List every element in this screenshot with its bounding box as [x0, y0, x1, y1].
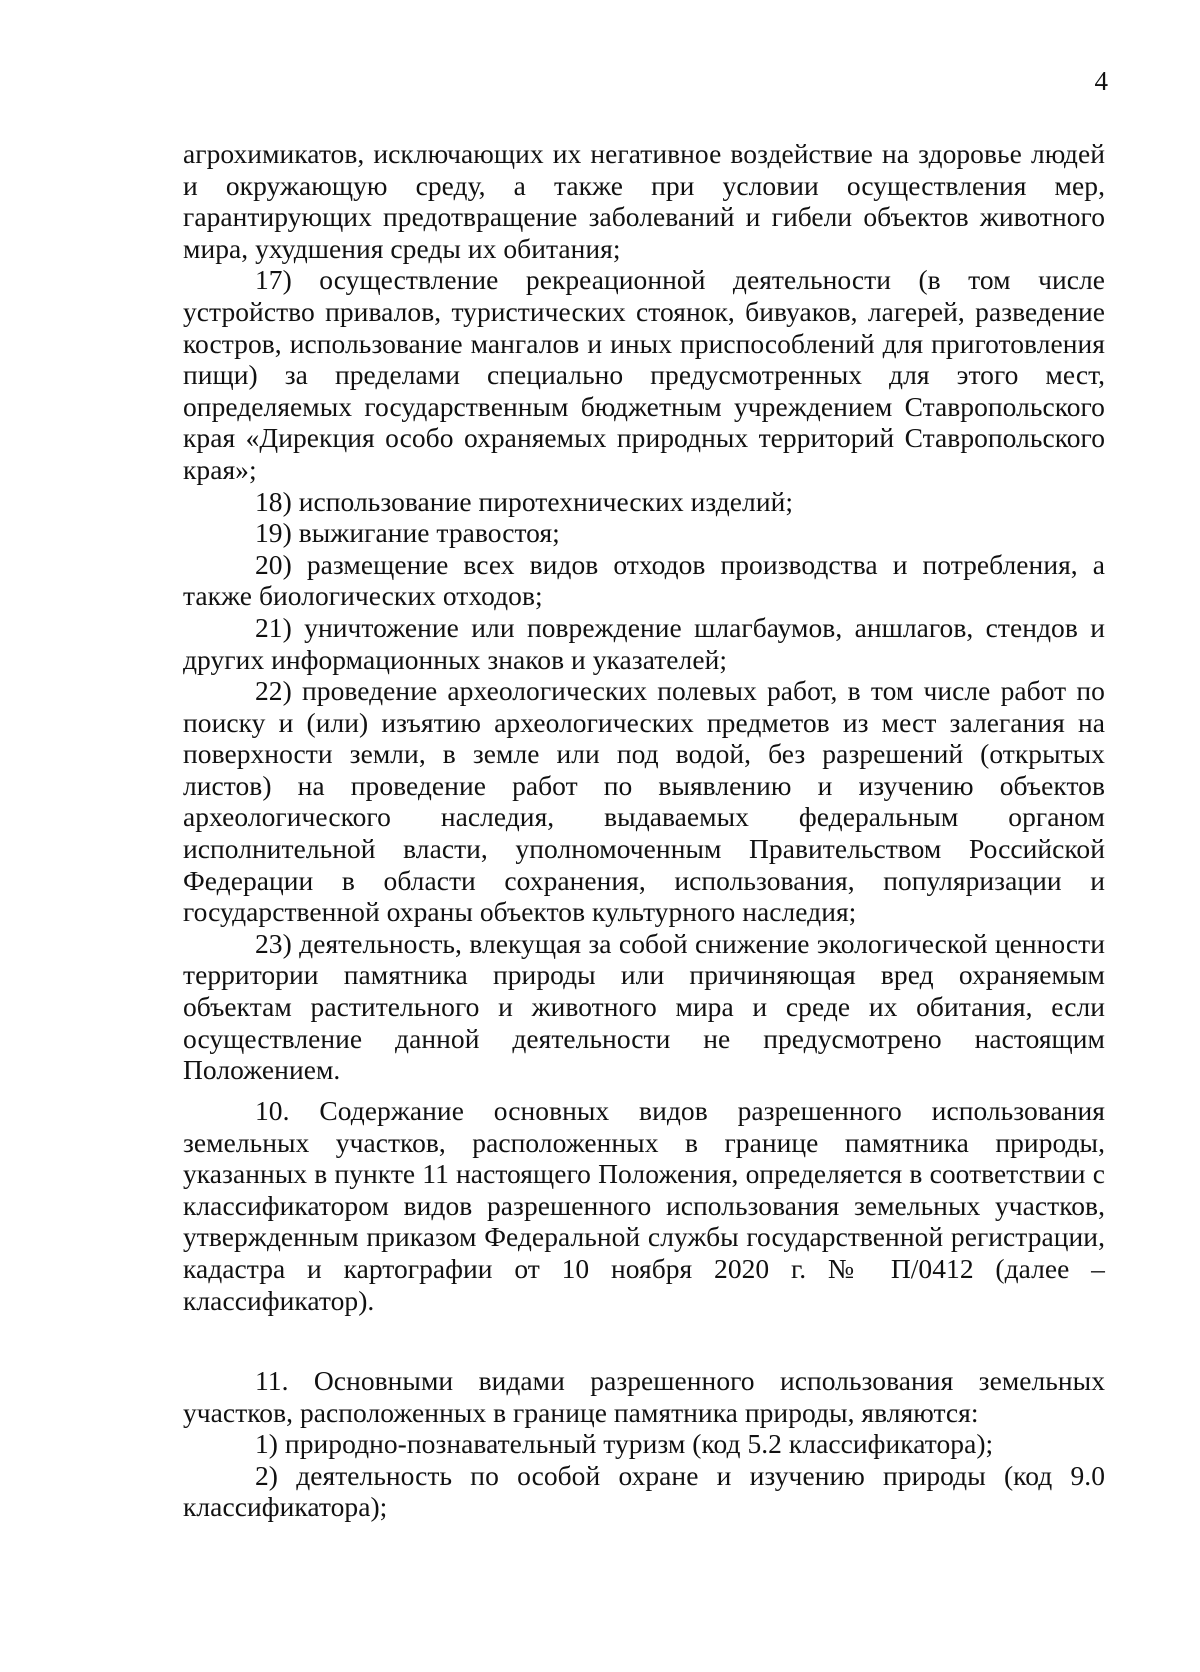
- section-11-intro: 11. Основными видами разрешенного использования земельных участков, расположенных в границе памятника природы, являются:: [183, 1365, 1105, 1428]
- list-item-18: 18) использование пиротехнических изделий;: [255, 485, 794, 517]
- prohibited-activities-list: [183, 138, 1105, 1086]
- paragraph-continuation: агрохимикатов, исключающих их негативное воздействие на здоровье людей и окружающую среду, а также при условии осуществления мер, гарантирующих предотвращение заболеваний и гибели объектов животного мира, ухудшения среды их обитания;: [183, 138, 1105, 264]
- section-11-item-1: 1) природно-познавательный туризм (код 5.2 классификатора);: [255, 1428, 994, 1460]
- section-10-paragraph: 10. Содержание основных видов разрешенного использования земельных участков, расположенных в границе памятника природы, указанных в пункте 11 настоящего Положения, определяется в соответствии с классификатором видов разрешенного использования земельных участков, утвержденным приказом Федеральной службы государственной регистрации, кадастра и картографии от 10 ноября 2020 г. № П/0412 (далее – классификатор).: [183, 1095, 1105, 1316]
- list-item-19: 19) выжигание травостоя;: [255, 517, 560, 549]
- list-item-20: 20) размещение всех видов отходов производства и потребления, а также биологических отходов;: [183, 548, 1105, 612]
- section-11-item-2: 2) деятельность по особой охране и изучению природы (код 9.0 классификатора);: [183, 1459, 1105, 1523]
- page-number: 4: [1094, 66, 1108, 96]
- list-item-17: 17) осуществление рекреационной деятельности (в том числе устройство привалов, туристических стоянок, бивуаков, лагерей, разведение костров, использование мангалов и иных приспособлений для приготовления пищи) за пределами специально предусмотренных для этого мест, определяемых государственным бюджетным учреждением Ставропольского края «Дирекция особо охраняемых природных территорий Ставропольского края»;: [183, 264, 1105, 485]
- section-11: [183, 1365, 1105, 1523]
- list-item-22: 22) проведение археологических полевых работ, в том числе работ по поиску и (или) изъятию археологических предметов из мест залегания на поверхности земли, в земле или под водой, без разрешений (открытых листов) на проведение работ по выявлению и изучению объектов археологического наследия, выдаваемых федеральным органом исполнительной власти, уполномоченным Правительством Российской Федерации в области сохранения, использования, популяризации и государственной охраны объектов культурного наследия;: [183, 675, 1105, 928]
- list-item-21: 21) уничтожение или повреждение шлагбаумов, аншлагов, стендов и других информационных знаков и указателей;: [183, 611, 1105, 675]
- list-item-23: 23) деятельность, влекущая за собой снижение экологической ценности территории памятника природы или причиняющая вред охраняемым объектам растительного и животного мира и среде их обитания, если осуществление данной деятельности не предусмотрено настоящим Положением.: [183, 927, 1105, 1086]
- section-10: [183, 1095, 1105, 1316]
